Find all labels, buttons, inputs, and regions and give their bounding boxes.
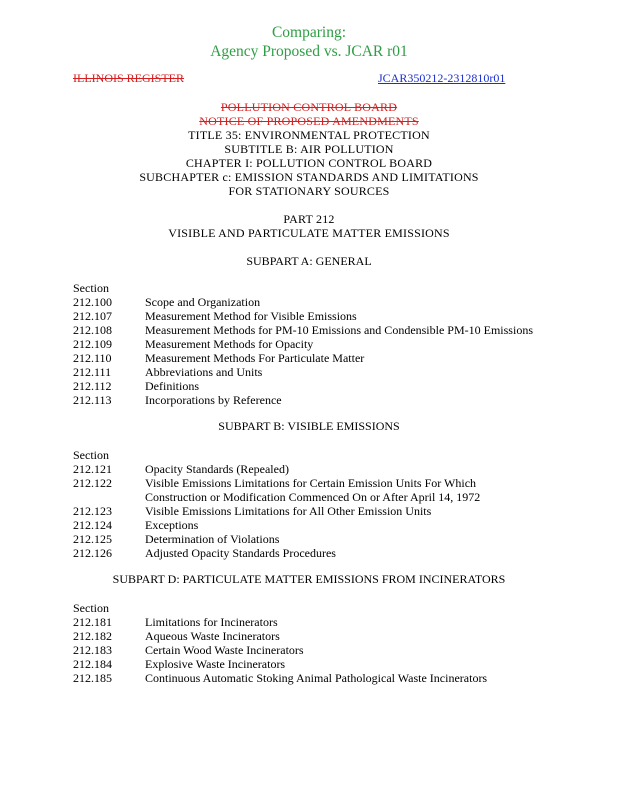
section-number: 212.121 [73,462,112,476]
list-item [73,365,533,379]
section-title: Opacity Standards (Repealed) [145,462,289,476]
section-title: Abbreviations and Units [145,365,263,379]
section-title: Measurement Method for Visible Emissions [145,309,357,323]
list-item [73,462,480,476]
title-line: TITLE 35: ENVIRONMENTAL PROTECTION [188,128,430,142]
section-number: 212.108 [73,323,112,337]
board-name-struck: POLLUTION CONTROL BOARD [220,100,398,114]
section-title: Visible Emissions Limitations for Certain Emission Units For Which [145,476,477,490]
subpart-b-toc [73,448,480,560]
section-number: 212.107 [73,309,112,323]
comparison-title [0,23,618,61]
section-title: Measurement Methods for PM-10 Emissions and Condensible PM-10 Emissions [145,323,533,337]
section-label: Section [73,601,109,615]
section-title: Continuous Automatic Stoking Animal Pathological Waste Incinerators [145,671,488,685]
section-number: 212.111 [73,365,112,379]
register-header-struck: ILLINOIS REGISTER [73,71,184,85]
list-item [73,295,533,309]
section-title: Certain Wood Waste Incinerators [145,643,304,657]
section-number: 212.181 [73,615,112,629]
list-item [73,532,480,546]
subchapter-line-1: SUBCHAPTER c: EMISSION STANDARDS AND LIMITATIONS [139,170,479,184]
comparison-line-1: Comparing: [271,24,347,41]
list-item [73,490,480,504]
subchapter-line-2: FOR STATIONARY SOURCES [228,184,390,198]
notice-heading-struck: NOTICE OF PROPOSED AMENDMENTS [199,114,419,128]
section-title: Explosive Waste Incinerators [145,657,286,671]
part-name: VISIBLE AND PARTICULATE MATTER EMISSIONS [168,226,450,240]
list-item [73,615,487,629]
section-number: 212.110 [73,351,112,365]
list-item [73,657,487,671]
subpart-a-toc [73,281,533,407]
section-number [73,490,145,504]
list-item [73,309,533,323]
list-item [73,504,480,518]
section-title: Incorporations by Reference [145,393,282,407]
list-item [73,379,533,393]
section-number: 212.122 [73,476,112,490]
section-number: 212.184 [73,657,112,671]
section-title: Aqueous Waste Incinerators [145,629,280,643]
section-number: 212.124 [73,518,112,532]
list-item [73,671,487,685]
section-title: Measurement Methods for Opacity [145,337,314,351]
subpart-d-heading: SUBPART D: PARTICULATE MATTER EMISSIONS FROM INCINERATORS [112,572,506,586]
chapter-line: CHAPTER I: POLLUTION CONTROL BOARD [185,156,433,170]
section-number: 212.185 [73,671,112,685]
list-item [73,351,533,365]
list-item [73,643,487,657]
section-title: Scope and Organization [145,295,261,309]
list-item [73,546,480,560]
section-title: Exceptions [145,518,199,532]
section-number: 212.125 [73,532,112,546]
comparison-line-2: Agency Proposed vs. JCAR r01 [210,43,408,60]
part-number: PART 212 [283,212,335,226]
list-item [73,518,480,532]
section-title: Definitions [145,379,199,393]
subtitle-line: SUBTITLE B: AIR POLLUTION [224,142,394,156]
section-title: Adjusted Opacity Standards Procedures [145,546,336,560]
list-item [73,323,533,337]
subpart-b-heading: SUBPART B: VISIBLE EMISSIONS [218,419,400,433]
section-title: Construction or Modification Commenced On or After April 14, 1972 [145,490,481,504]
title-block [0,100,618,198]
section-number: 212.112 [73,379,112,393]
section-label: Section [73,448,109,462]
section-number: 212.113 [73,393,112,407]
section-number: 212.109 [73,337,112,351]
section-number: 212.123 [73,504,112,518]
subpart-d-toc [73,601,487,685]
list-item [73,337,533,351]
section-number: 212.126 [73,546,112,560]
list-item [73,629,487,643]
jcar-document-link[interactable]: JCAR350212-2312810r01 [378,71,506,85]
section-title: Visible Emissions Limitations for All Other Emission Units [145,504,432,518]
section-number: 212.182 [73,629,112,643]
part-block [0,212,618,240]
section-title: Limitations for Incinerators [145,615,278,629]
section-label: Section [73,281,109,295]
section-number: 212.100 [73,295,112,309]
section-number: 212.183 [73,643,112,657]
list-item [73,476,480,490]
list-item [73,393,533,407]
section-title: Measurement Methods For Particulate Matter [145,351,365,365]
section-title: Determination of Violations [145,532,280,546]
subpart-a-heading: SUBPART A: GENERAL [246,254,372,268]
